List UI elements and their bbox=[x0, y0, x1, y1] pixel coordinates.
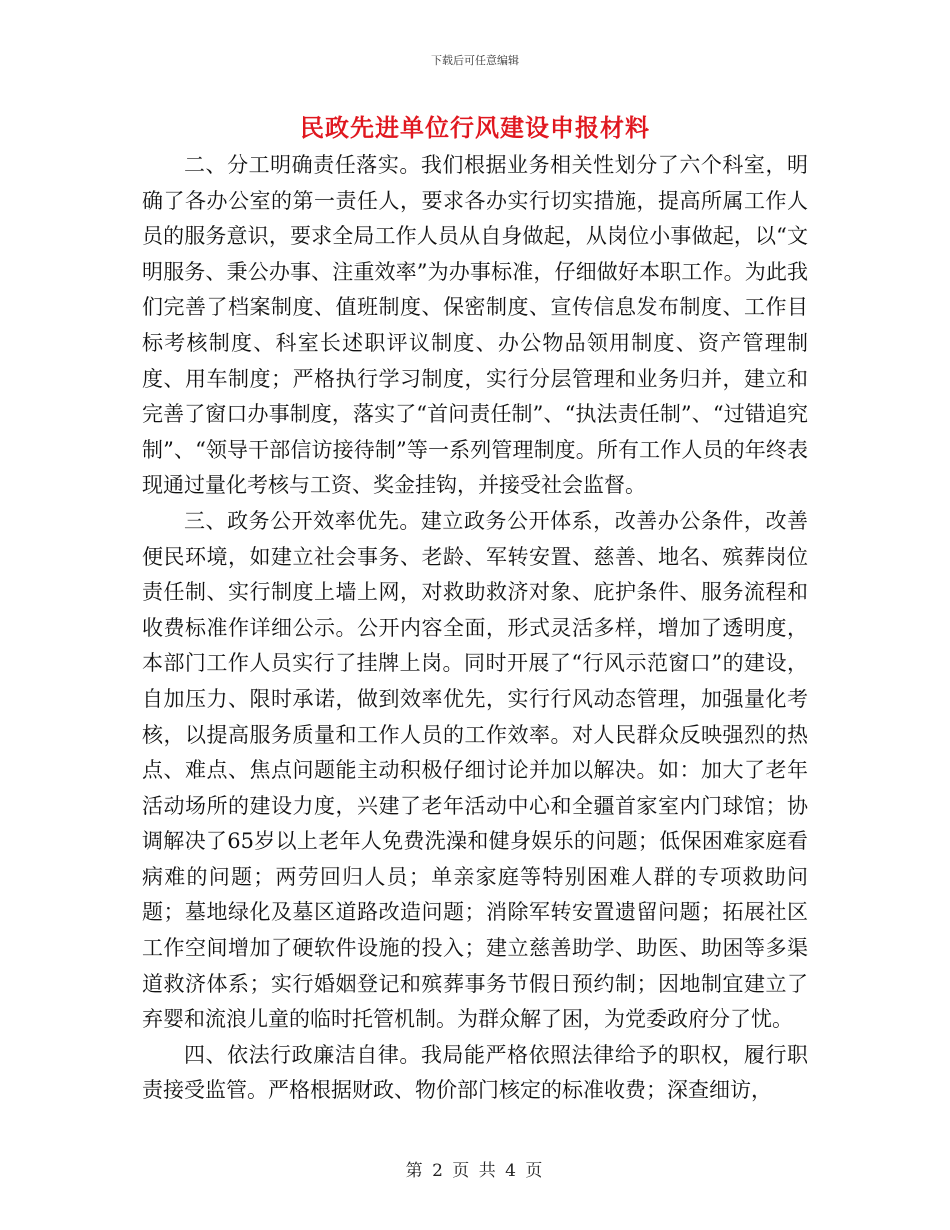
document-title: 民政先进单位行风建设申报材料 bbox=[300, 113, 650, 142]
page-number-footer: 第 2 页 共 4 页 bbox=[405, 1161, 545, 1181]
paragraph-section-4: 四、依法行政廉洁自律。我局能严格依照法律给予的职权，履行职责接受监管。严格根据财政、物价部门核定的标准收费；深查细访， bbox=[142, 1042, 808, 1103]
paragraph-section-3: 三、政务公开效率优先。建立政务公开体系，改善办公条件，改善便民环境，如建立社会事务、老龄、军转安置、慈善、地名、殡葬岗位责任制、实行制度上墙上网，对救助救济对象、庇护条件、服务流程和收费标准作详细公示。公开内容全面，形式灵活多样，增加了透明度，本部门工作人员实行了挂牌上岗。同时开展了“行风示范窗口”的建设，自加压力、限时承诺，做到效率优先，实行行风动态管理，加强量化考核，以提高服务质量和工作人员的工作效率。对人民群众反映强烈的热点、难点、焦点问题能主动积极仔细讨论并加以解决。如：加大了老年活动场所的建设力度，兴建了老年活动中心和全疆首家室内门球馆；协调解决了65岁以上老年人免费洗澡和健身娱乐的问题；低保困难家庭看病难的问题；两劳回归人员；单亲家庭等特别困难人群的专项救助问题；墓地绿化及墓区道路改造问题；消除军转安置遗留问题；拓展社区工作空间增加了硬软件设施的投入；建立慈善助学、助医、助困等多渠道救济体系；实行婚姻登记和殡葬事务节假日预约制；因地制宜建立了弃婴和流浪儿童的临时托管机制。为群众解了困，为党委政府分了忧。 bbox=[142, 508, 808, 1032]
paragraph-section-2: 二、分工明确责任落实。我们根据业务相关性划分了六个科室，明确了各办公室的第一责任人，要求各办实行切实措施，提高所属工作人员的服务意识，要求全局工作人员从自身做起，从岗位小事做起，以“文明服务、秉公办事、注重效率”为办事标准，仔细做好本职工作。为此我们完善了档案制度、值班制度、保密制度、宣传信息发布制度、工作目标考核制度、科室长述职评议制度、办公物品领用制度、资产管理制度、用车制度；严格执行学习制度，实行分层管理和业务归并，建立和完善了窗口办事制度，落实了“首问责任制”、“执法责任制”、“过错追究制”、“领导干部信访接待制”等一系列管理制度。所有工作人员的年终表现通过量化考核与工资、奖金挂钩，并接受社会监督。 bbox=[142, 153, 808, 498]
page-header-note: 下载后可任意编辑 bbox=[431, 54, 519, 67]
document-body bbox=[142, 148, 808, 1109]
